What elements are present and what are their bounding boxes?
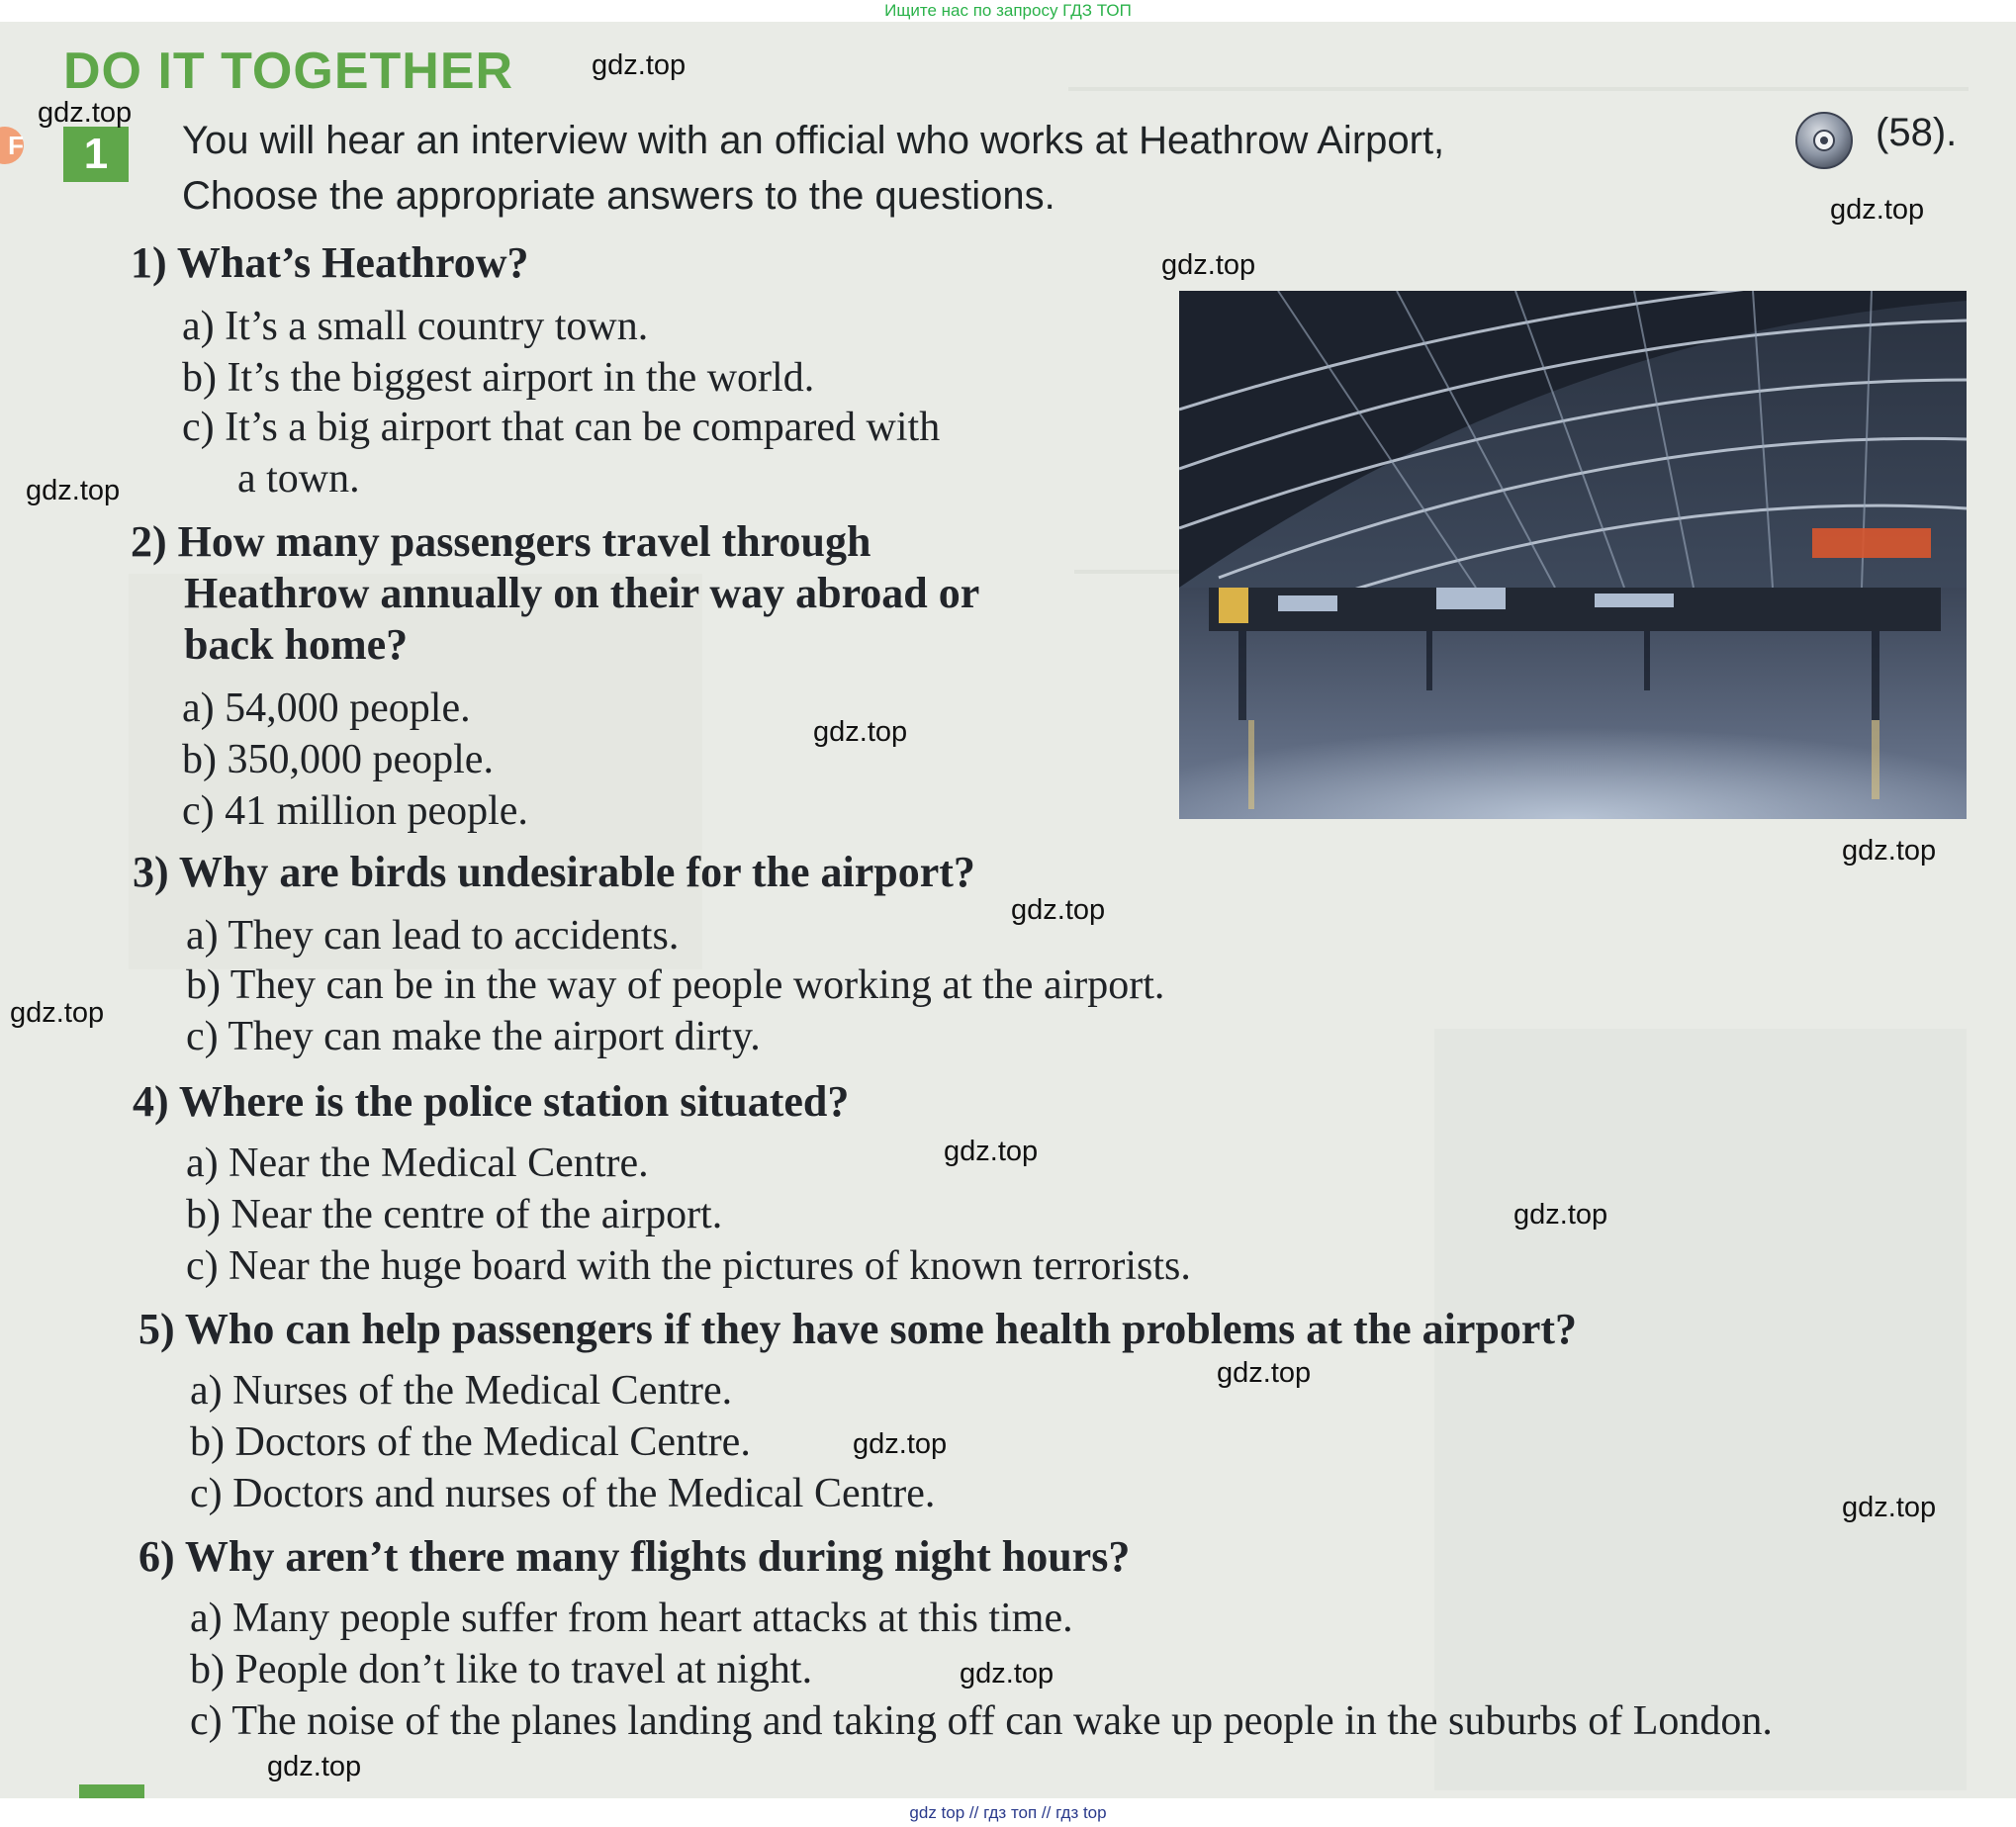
question-2-line3: back home? [184, 620, 409, 669]
watermark: gdz.top [267, 1751, 362, 1782]
site-banner-top[interactable]: Ищите нас по запросу ГДЗ ТОП [0, 0, 2016, 22]
watermark: gdz.top [1161, 249, 1256, 281]
watermark: gdz.top [10, 997, 105, 1029]
answer-1b[interactable]: b) It’s the biggest airport in the world. [182, 355, 815, 401]
answer-2c[interactable]: c) 41 million people. [182, 788, 528, 834]
watermark: gdz.top [26, 475, 121, 506]
question-3: 3) Why are birds undesirable for the airport? [133, 848, 975, 896]
question-4: 4) Where is the police station situated? [133, 1077, 850, 1126]
watermark: gdz.top [853, 1428, 948, 1460]
section-title: DO IT TOGETHER [63, 43, 514, 100]
badge-star: F [0, 127, 24, 164]
answer-5c[interactable]: c) Doctors and nurses of the Medical Centre. [190, 1471, 936, 1516]
audio-cd-icon[interactable] [1794, 111, 1854, 170]
watermark: gdz.top [1842, 835, 1937, 867]
answer-2b[interactable]: b) 350,000 people. [182, 737, 494, 782]
answer-3a[interactable]: a) They can lead to accidents. [186, 913, 680, 959]
watermark: gdz.top [38, 97, 133, 129]
watermark: gdz.top [960, 1658, 1054, 1690]
watermark: gdz.top [944, 1136, 1039, 1167]
watermark: gdz.top [1217, 1357, 1312, 1389]
answer-6a[interactable]: a) Many people suffer from heart attacks at this time. [190, 1596, 1073, 1641]
question-6: 6) Why aren’t there many flights during night hours? [138, 1532, 1131, 1581]
answer-5b[interactable]: b) Doctors of the Medical Centre. [190, 1419, 751, 1465]
watermark: gdz.top [1513, 1199, 1608, 1231]
audio-track-number: (58). [1876, 111, 1958, 154]
answer-3b[interactable]: b) They can be in the way of people working at the airport. [186, 962, 1165, 1008]
question-1: 1) What’s Heathrow? [131, 238, 529, 287]
task-instruction-line2: Choose the appropriate answers to the questions. [182, 174, 1055, 218]
heathrow-terminal-photo [1179, 291, 1967, 819]
watermark: gdz.top [592, 49, 687, 81]
answer-4c[interactable]: c) Near the huge board with the pictures of known terrorists. [186, 1243, 1191, 1289]
task-instruction-line1: You will hear an interview with an official who works at Heathrow Airport, [182, 119, 1445, 162]
watermark: gdz.top [1011, 894, 1106, 926]
ghost-panel [1434, 1029, 1967, 1790]
answer-2a[interactable]: a) 54,000 people. [182, 685, 471, 731]
answer-1a[interactable]: a) It’s a small country town. [182, 304, 649, 349]
answer-3c[interactable]: c) They can make the airport dirty. [186, 1014, 761, 1059]
watermark: gdz.top [1842, 1492, 1937, 1523]
ghost-rule [1068, 87, 1969, 91]
task-number: 1 [63, 127, 129, 182]
answer-1c[interactable]: c) It’s a big airport that can be compared with [182, 405, 941, 450]
answer-4a[interactable]: a) Near the Medical Centre. [186, 1141, 649, 1186]
watermark: gdz.top [1830, 194, 1925, 226]
answer-4b[interactable]: b) Near the centre of the airport. [186, 1192, 723, 1237]
question-5: 5) Who can help passengers if they have some health problems at the airport? [138, 1305, 1578, 1353]
watermark: gdz.top [813, 716, 908, 748]
answer-6c[interactable]: c) The noise of the planes landing and taking off can wake up people in the suburbs of London. [190, 1698, 1773, 1744]
question-2: 2) How many passengers travel through [131, 517, 871, 566]
question-2-line2: Heathrow annually on their way abroad or [184, 569, 980, 617]
answer-6b[interactable]: b) People don’t like to travel at night. [190, 1647, 813, 1692]
next-task-number-partial [79, 1784, 144, 1798]
site-banner-bottom[interactable]: gdz top // гдз топ // гдз top [0, 1798, 2016, 1827]
answer-5a[interactable]: a) Nurses of the Medical Centre. [190, 1368, 733, 1414]
answer-1c-cont: a town. [237, 456, 360, 502]
